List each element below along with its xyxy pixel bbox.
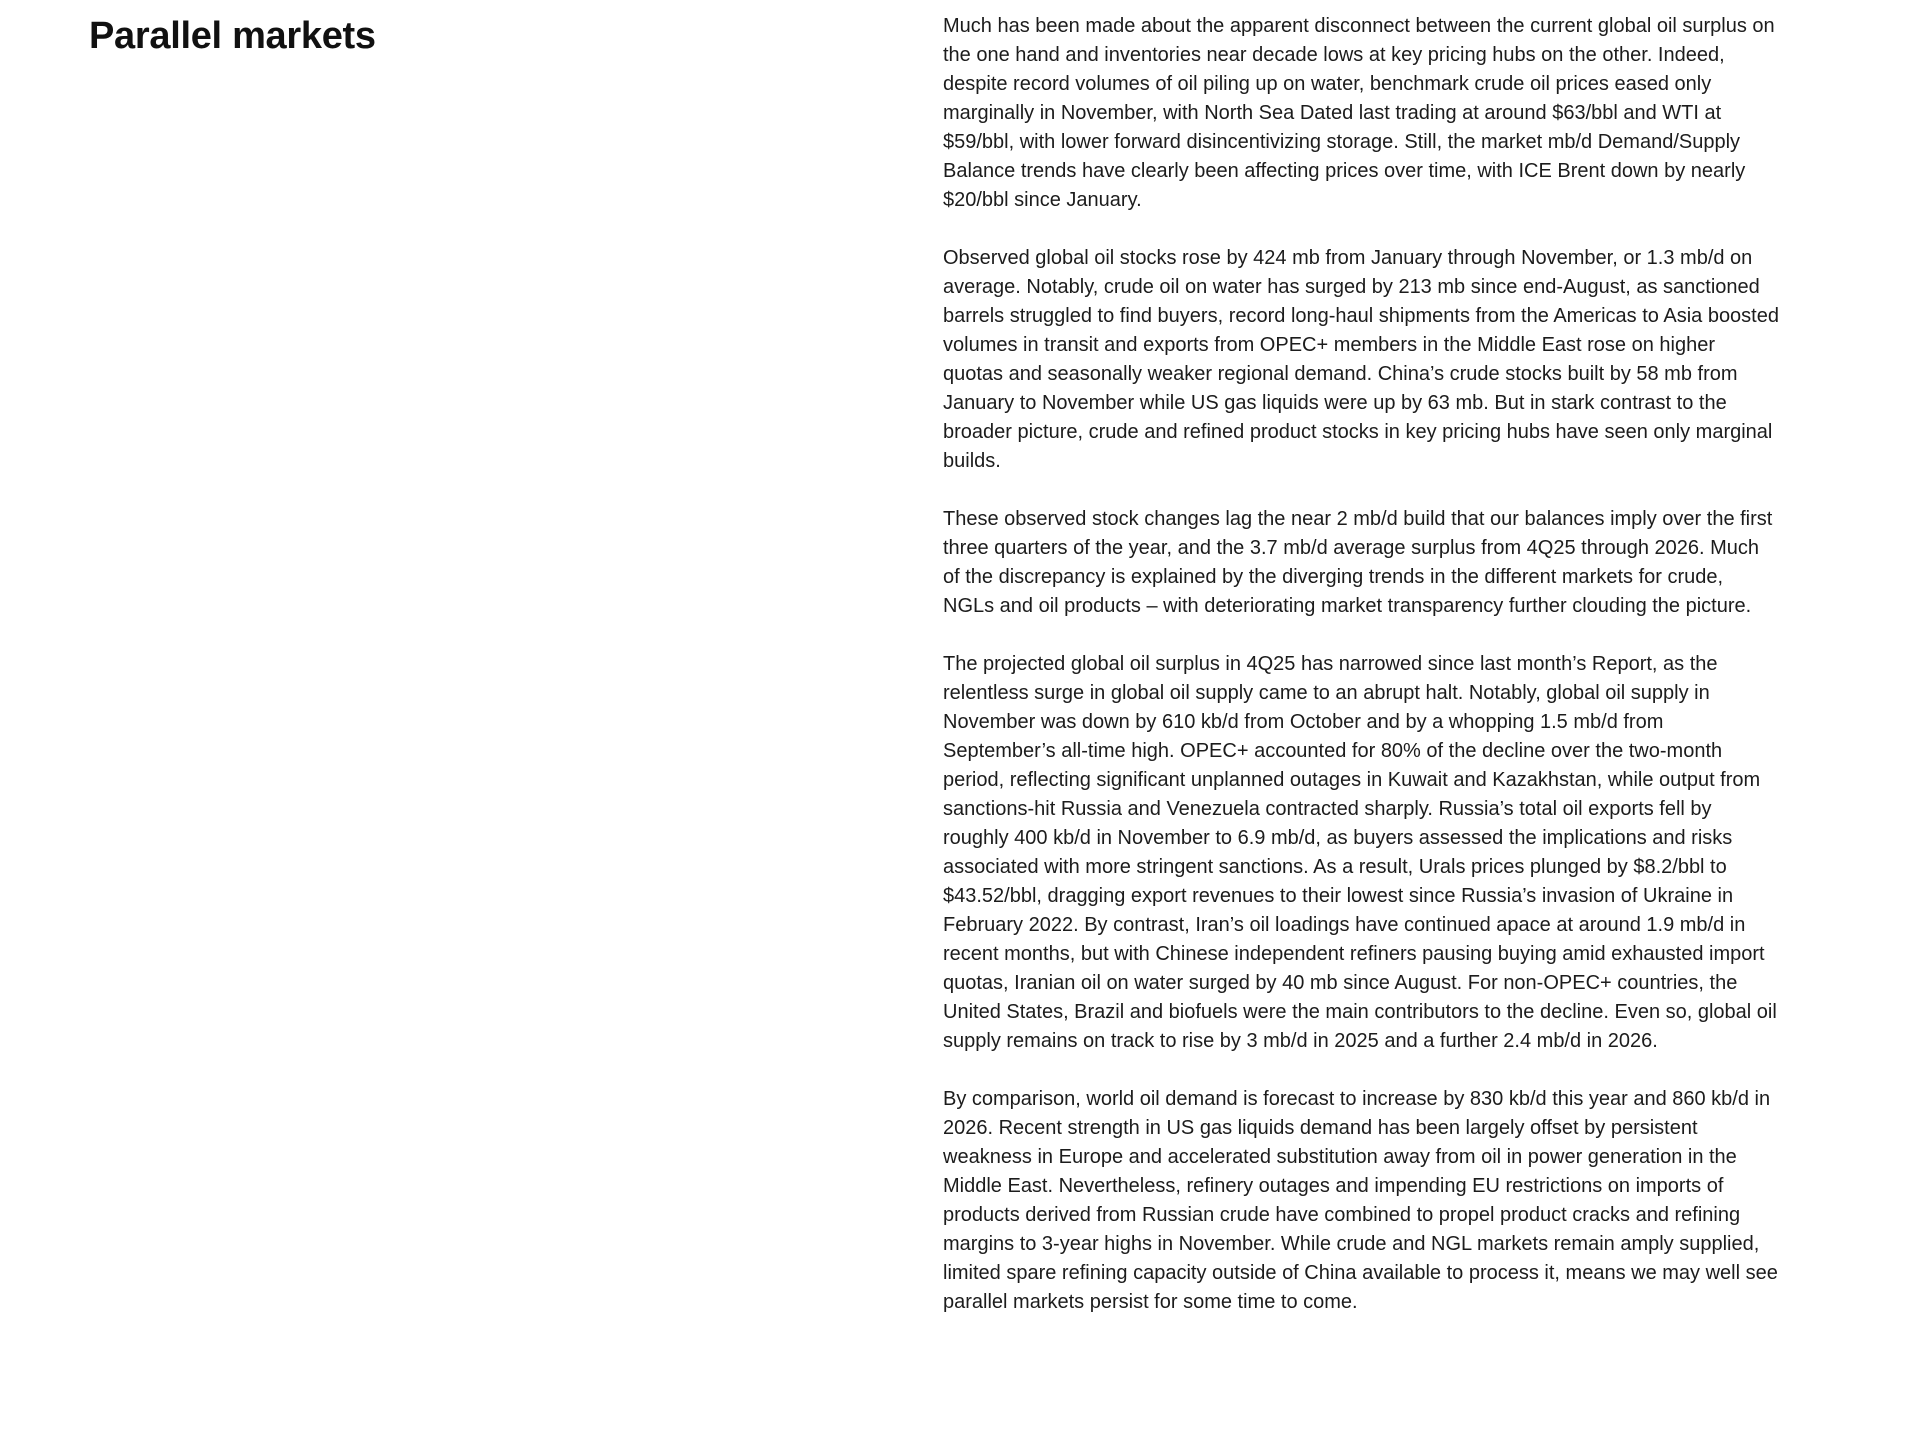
paragraph: These observed stock changes lag the near 2 mb/d build that our balances imply over the first three quarters of the year, and the 3.7 mb/d average surplus from 4Q25 through 2026. Much of the discrepancy is explained by the diverging trends in the different markets for crude, NGLs and oil products – with deteriorating market transparency further clouding the picture.	[943, 508, 1773, 617]
paragraph: Much has been made about the apparent disconnect between the current global oil surplus on the one hand and inventories near decade lows at key pricing hubs on the other. Indeed, despite record volumes of oil piling up on water, benchmark crude oil prices eased only marginally in November, with North Sea Dated last trading at around $63/bbl and WTI at $59/bbl, with lower forward disincentivizing storage. Still, the market mb/d Demand/Supply Balance trends have clearly been affecting prices over time, with ICE Brent down by nearly $20/bbl since January.	[943, 15, 1775, 211]
page-title: Parallel markets	[89, 15, 376, 57]
paragraph: The projected global oil surplus in 4Q25 has narrowed since last month’s Report, as the relentless surge in global oil supply came to an abrupt halt. Notably, global oil supply in November was down by 610 kb/d from October and by a whopping 1.5 mb/d from September’s all-time high. OPEC+ accounted for 80% of the decline over the two-month period, reflecting significant unplanned outages in Kuwait and Kazakhstan, while output from sanctions-hit Russia and Venezuela contracted sharply. Russia’s total oil exports fell by roughly 400 kb/d in November to 6.9 mb/d, as buyers assessed the implications and risks associated with more stringent sanctions. As a result, Urals prices plunged by $8.2/bbl to $43.52/bbl, dragging export revenues to their lowest since Russia’s invasion of Ukraine in February 2022. By contrast, Iran’s oil loadings have continued apace at around 1.9 mb/d in recent months, but with Chinese independent refiners pausing buying amid exhausted import quotas, Iranian oil on water surged by 40 mb since August. For non-OPEC+ countries, the United States, Brazil and biofuels were the main contributors to the decline. Even so, global oil supply remains on track to rise by 3 mb/d in 2025 and a further 2.4 mb/d in 2026.	[943, 653, 1777, 1052]
paragraph: Observed global oil stocks rose by 424 mb from January through November, or 1.3 mb/d on average. Notably, crude oil on water has surged by 213 mb since end-August, as sanctioned barrels struggled to find buyers, record long-haul shipments from the Americas to Asia boosted volumes in transit and exports from OPEC+ members in the Middle East rose on higher quotas and seasonally weaker regional demand. China’s crude stocks built by 58 mb from January to November while US gas liquids were up by 63 mb. But in stark contrast to the broader picture, crude and refined product stocks in key pricing hubs have seen only marginal builds.	[943, 247, 1779, 472]
paragraph: By comparison, world oil demand is forecast to increase by 830 kb/d this year and 860 kb/d in 2026. Recent strength in US gas liquids demand has been largely offset by persistent weakness in Europe and accelerated substitution away from oil in power generation in the Middle East. Nevertheless, refinery outages and impending EU restrictions on imports of products derived from Russian crude have combined to propel product cracks and refining margins to 3-year highs in November. While crude and NGL markets remain amply supplied, limited spare refining capacity outside of China available to process it, means we may well see parallel markets persist for some time to come.	[943, 1088, 1778, 1313]
article-body	[943, 12, 1779, 1317]
